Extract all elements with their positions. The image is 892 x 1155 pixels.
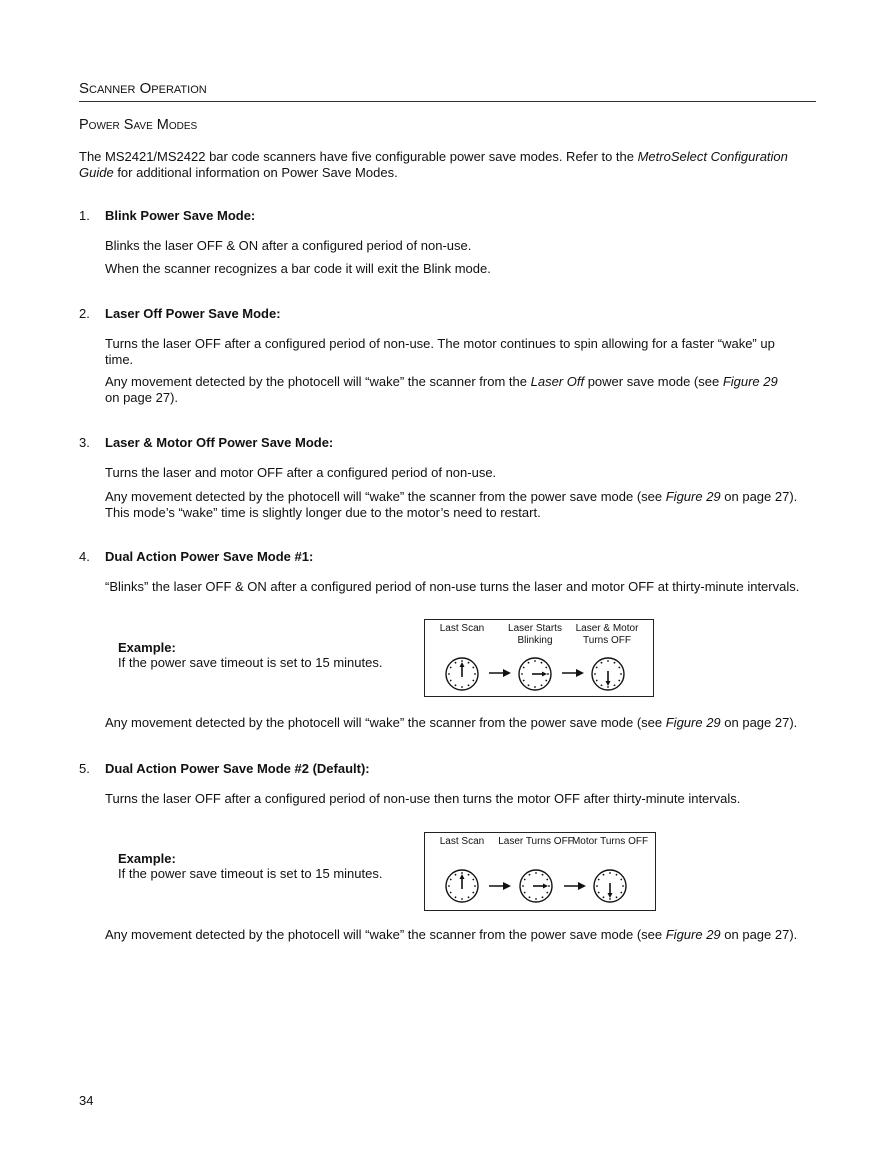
item-number: 5. xyxy=(79,761,90,776)
paragraph: Turns the laser OFF after a configured period of non-use. The motor continues to spin allowing for a faster “wake” up time. xyxy=(105,336,775,367)
item-heading: Dual Action Power Save Mode #1: xyxy=(105,549,314,564)
clock-sequence-icon xyxy=(425,620,653,696)
diagram-label: Laser Turns OFF xyxy=(498,836,574,847)
example-label: Example: xyxy=(118,640,176,655)
page-number: 34 xyxy=(79,1093,94,1108)
paragraph: When the scanner recognizes a bar code it will exit the Blink mode. xyxy=(105,261,491,276)
clock-icon-12 xyxy=(446,870,478,902)
intro-paragraph: The MS2421/MS2422 bar code scanners have five configurable power save modes. Refer to the MetroSelect Configuration Guide for additional information on Power Save Modes. xyxy=(79,149,788,180)
clock-sequence-icon xyxy=(425,833,655,910)
paragraph: Any movement detected by the photocell will “wake” the scanner from the power save mode (see Figure 29 on page 27). xyxy=(105,927,798,942)
item-heading: Laser Off Power Save Mode: xyxy=(105,306,281,321)
clock-icon-12 xyxy=(446,658,478,690)
diagram-label: Motor Turns OFF xyxy=(571,836,649,847)
paragraph: Turns the laser OFF after a configured period of non-use then turns the motor OFF after thirty-minute intervals. xyxy=(105,791,741,806)
paragraph: Any movement detected by the photocell will “wake” the scanner from the power save mode (see Figure 29 on page 27). xyxy=(105,715,798,730)
clock-icon-6 xyxy=(592,658,624,690)
timing-diagram-1 xyxy=(424,619,654,697)
paragraph: Blinks the laser OFF & ON after a configured period of non-use. xyxy=(105,238,472,253)
diagram-label: Last Scan xyxy=(439,623,485,634)
guide-title: MetroSelect Configuration Guide xyxy=(79,149,788,180)
item-number: 2. xyxy=(79,306,90,321)
clock-icon-3 xyxy=(519,658,551,690)
sub-title: Power Save Modes xyxy=(79,117,198,133)
diagram-label: Last Scan xyxy=(439,836,485,847)
arrow-right-icon xyxy=(562,669,584,677)
timing-diagram-2 xyxy=(424,832,656,911)
item-heading: Laser & Motor Off Power Save Mode: xyxy=(105,435,334,450)
paragraph: Any movement detected by the photocell will “wake” the scanner from the Laser Off power save mode (see Figure 29 on page 27). xyxy=(105,374,778,405)
arrow-right-icon xyxy=(489,669,511,677)
arrow-right-icon xyxy=(564,882,586,890)
example-label: Example: xyxy=(118,851,176,866)
section-title: Scanner Operation xyxy=(79,80,816,102)
clock-icon-6 xyxy=(594,870,626,902)
example-text: If the power save timeout is set to 15 minutes. xyxy=(118,655,383,670)
item-heading: Blink Power Save Mode: xyxy=(105,208,256,223)
item-number: 1. xyxy=(79,208,90,223)
arrow-right-icon xyxy=(489,882,511,890)
item-number: 4. xyxy=(79,549,90,564)
item-heading: Dual Action Power Save Mode #2 (Default): xyxy=(105,761,370,776)
clock-icon-3 xyxy=(520,870,552,902)
paragraph: “Blinks” the laser OFF & ON after a configured period of non-use turns the laser and motor OFF at thirty-minute intervals. xyxy=(105,579,800,594)
example-text: If the power save timeout is set to 15 minutes. xyxy=(118,866,383,881)
diagram-label: Laser & Motor Turns OFF xyxy=(575,623,639,646)
item-number: 3. xyxy=(79,435,90,450)
paragraph: Any movement detected by the photocell will “wake” the scanner from the power save mode (see Figure 29 on page 27). This mode’s “wake” time is slightly longer due to the motor’s need to restart. xyxy=(105,489,798,520)
diagram-label: Laser Starts Blinking xyxy=(508,623,562,646)
paragraph: Turns the laser and motor OFF after a configured period of non-use. xyxy=(105,465,497,480)
